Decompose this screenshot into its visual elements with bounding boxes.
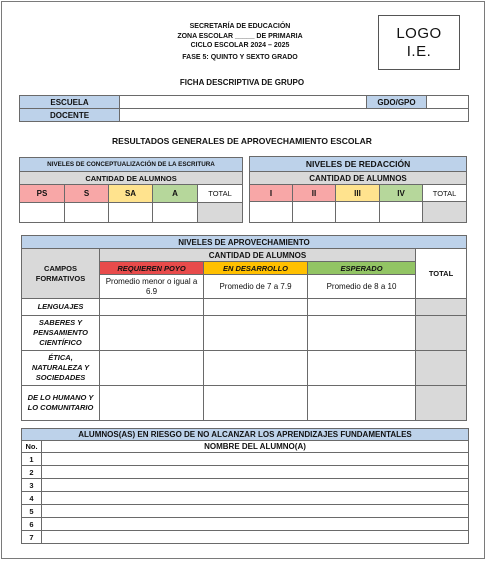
cell-humano-total[interactable] bbox=[416, 386, 467, 421]
writing-table-subtitle: CANTIDAD DE ALUMNOS bbox=[20, 172, 243, 185]
riesgo-name-field[interactable] bbox=[42, 479, 469, 492]
cell-humano-apoyo[interactable] bbox=[100, 386, 204, 421]
cell-humano-esperado[interactable] bbox=[308, 386, 416, 421]
logo-box bbox=[378, 15, 460, 70]
redaction-table-title: NIVELES DE REDACCIÓN bbox=[250, 157, 467, 172]
level-requieren-apoyo-desc: Promedio menor o igual a 6.9 bbox=[100, 275, 204, 299]
redaction-cell-i[interactable] bbox=[250, 202, 293, 223]
escuela-field[interactable] bbox=[120, 96, 367, 109]
riesgo-row-number: 5 bbox=[22, 505, 42, 518]
redaction-level-iv: IV bbox=[380, 185, 423, 202]
cell-lenguajes-desarrollo[interactable] bbox=[204, 299, 308, 316]
list-item bbox=[22, 466, 469, 479]
writing-cell-s[interactable] bbox=[65, 203, 109, 223]
cell-saberes-desarrollo[interactable] bbox=[204, 316, 308, 351]
redaction-cell-total[interactable] bbox=[423, 202, 467, 223]
cell-etica-desarrollo[interactable] bbox=[204, 351, 308, 386]
cell-saberes-total[interactable] bbox=[416, 316, 467, 351]
level-esperado: ESPERADO bbox=[308, 262, 416, 275]
writing-cell-a[interactable] bbox=[153, 203, 198, 223]
grado-grupo-label: GDO/GPO bbox=[367, 96, 427, 109]
riesgo-row-number: 1 bbox=[22, 453, 42, 466]
riesgo-row-number: 3 bbox=[22, 479, 42, 492]
riesgo-no-label: No. bbox=[22, 441, 42, 453]
writing-level-sa: SA bbox=[109, 185, 153, 203]
riesgo-table bbox=[21, 428, 469, 544]
logo-line1: LOGO bbox=[396, 25, 442, 42]
writing-level-ps: PS bbox=[20, 185, 65, 203]
writing-cell-ps[interactable] bbox=[20, 203, 65, 223]
campos-formativos-label: CAMPOS FORMATIVOS bbox=[22, 249, 100, 299]
writing-level-a: A bbox=[153, 185, 198, 203]
grado-grupo-field[interactable] bbox=[427, 96, 469, 109]
riesgo-name-field[interactable] bbox=[42, 518, 469, 531]
riesgo-name-field[interactable] bbox=[42, 531, 469, 544]
table-row bbox=[22, 316, 467, 351]
campo-etica: ÉTICA, NATURALEZA Y SOCIEDADES bbox=[22, 351, 100, 386]
list-item bbox=[22, 479, 469, 492]
writing-total-label: TOTAL bbox=[198, 185, 243, 203]
header-line-ciclo: CICLO ESCOLAR 2024 – 2025 bbox=[190, 42, 290, 49]
level-en-desarrollo-desc: Promedio de 7 a 7.9 bbox=[204, 275, 308, 299]
riesgo-row-number: 7 bbox=[22, 531, 42, 544]
table-row bbox=[22, 351, 467, 386]
redaction-level-ii: II bbox=[293, 185, 336, 202]
level-requieren-apoyo: REQUIEREN POYO bbox=[100, 262, 204, 275]
escuela-label: ESCUELA bbox=[20, 96, 120, 109]
header-block bbox=[140, 22, 340, 62]
riesgo-row-number: 2 bbox=[22, 466, 42, 479]
cell-lenguajes-esperado[interactable] bbox=[308, 299, 416, 316]
cell-saberes-apoyo[interactable] bbox=[100, 316, 204, 351]
writing-table-title: NIVELES DE CONCEPTUALIZACIÓN DE LA ESCRITURA bbox=[20, 158, 243, 172]
redaction-cell-ii[interactable] bbox=[293, 202, 336, 223]
level-esperado-desc: Promedio de 8 a 10 bbox=[308, 275, 416, 299]
cell-etica-total[interactable] bbox=[416, 351, 467, 386]
cell-etica-esperado[interactable] bbox=[308, 351, 416, 386]
cell-saberes-esperado[interactable] bbox=[308, 316, 416, 351]
cell-lenguajes-total[interactable] bbox=[416, 299, 467, 316]
list-item bbox=[22, 505, 469, 518]
table-row bbox=[22, 386, 467, 421]
writing-levels-table bbox=[19, 157, 243, 223]
redaction-level-iii: III bbox=[336, 185, 380, 202]
riesgo-name-field[interactable] bbox=[42, 492, 469, 505]
aprovechamiento-subtitle: CANTIDAD DE ALUMNOS bbox=[100, 249, 416, 262]
list-item bbox=[22, 518, 469, 531]
results-title: RESULTADOS GENERALES DE APROVECHAMIENTO ESCOLAR bbox=[112, 136, 372, 146]
writing-cell-total[interactable] bbox=[198, 203, 243, 223]
aprovechamiento-total-label: TOTAL bbox=[416, 249, 467, 299]
campo-humano: DE LO HUMANO Y LO COMUNITARIO bbox=[22, 386, 100, 421]
redaction-levels-table bbox=[249, 156, 467, 223]
form-title: FICHA DESCRIPTIVA DE GRUPO bbox=[179, 78, 305, 87]
cell-humano-desarrollo[interactable] bbox=[204, 386, 308, 421]
school-info-table bbox=[19, 95, 469, 122]
riesgo-row-number: 6 bbox=[22, 518, 42, 531]
docente-label: DOCENTE bbox=[20, 109, 120, 122]
writing-cell-sa[interactable] bbox=[109, 203, 153, 223]
riesgo-name-field[interactable] bbox=[42, 466, 469, 479]
redaction-cell-iii[interactable] bbox=[336, 202, 380, 223]
header-line-fase: FASE 5: QUINTO Y SEXTO GRADO bbox=[182, 53, 298, 61]
header-line-secretaria: SECRETARÍA DE EDUCACIÓN bbox=[189, 23, 291, 30]
riesgo-title: ALUMNOS(AS) EN RIESGO DE NO ALCANZAR LOS APRENDIZAJES FUNDAMENTALES bbox=[22, 429, 469, 441]
writing-level-s: S bbox=[65, 185, 109, 203]
riesgo-name-label: NOMBRE DEL ALUMNO(A) bbox=[42, 441, 469, 453]
redaction-cell-iv[interactable] bbox=[380, 202, 423, 223]
campo-lenguajes: LENGUAJES bbox=[22, 299, 100, 316]
cell-etica-apoyo[interactable] bbox=[100, 351, 204, 386]
cell-lenguajes-apoyo[interactable] bbox=[100, 299, 204, 316]
list-item bbox=[22, 453, 469, 466]
riesgo-name-field[interactable] bbox=[42, 453, 469, 466]
header-line-zona: ZONA ESCOLAR _____ DE PRIMARIA bbox=[177, 32, 303, 40]
campo-saberes: SABERES Y PENSAMIENTO CIENTÍFICO bbox=[22, 316, 100, 351]
aprovechamiento-table bbox=[21, 235, 467, 421]
logo-line2: I.E. bbox=[406, 43, 432, 60]
table-row bbox=[22, 299, 467, 316]
docente-field[interactable] bbox=[120, 109, 469, 122]
redaction-table-subtitle: CANTIDAD DE ALUMNOS bbox=[250, 172, 467, 185]
redaction-total-label: TOTAL bbox=[423, 185, 467, 202]
list-item bbox=[22, 492, 469, 505]
riesgo-name-field[interactable] bbox=[42, 505, 469, 518]
redaction-level-i: I bbox=[250, 185, 293, 202]
list-item bbox=[22, 531, 469, 544]
level-en-desarrollo: EN DESARROLLO bbox=[204, 262, 308, 275]
riesgo-row-number: 4 bbox=[22, 492, 42, 505]
aprovechamiento-title: NIVELES DE APROVECHAMIENTO bbox=[22, 236, 467, 249]
